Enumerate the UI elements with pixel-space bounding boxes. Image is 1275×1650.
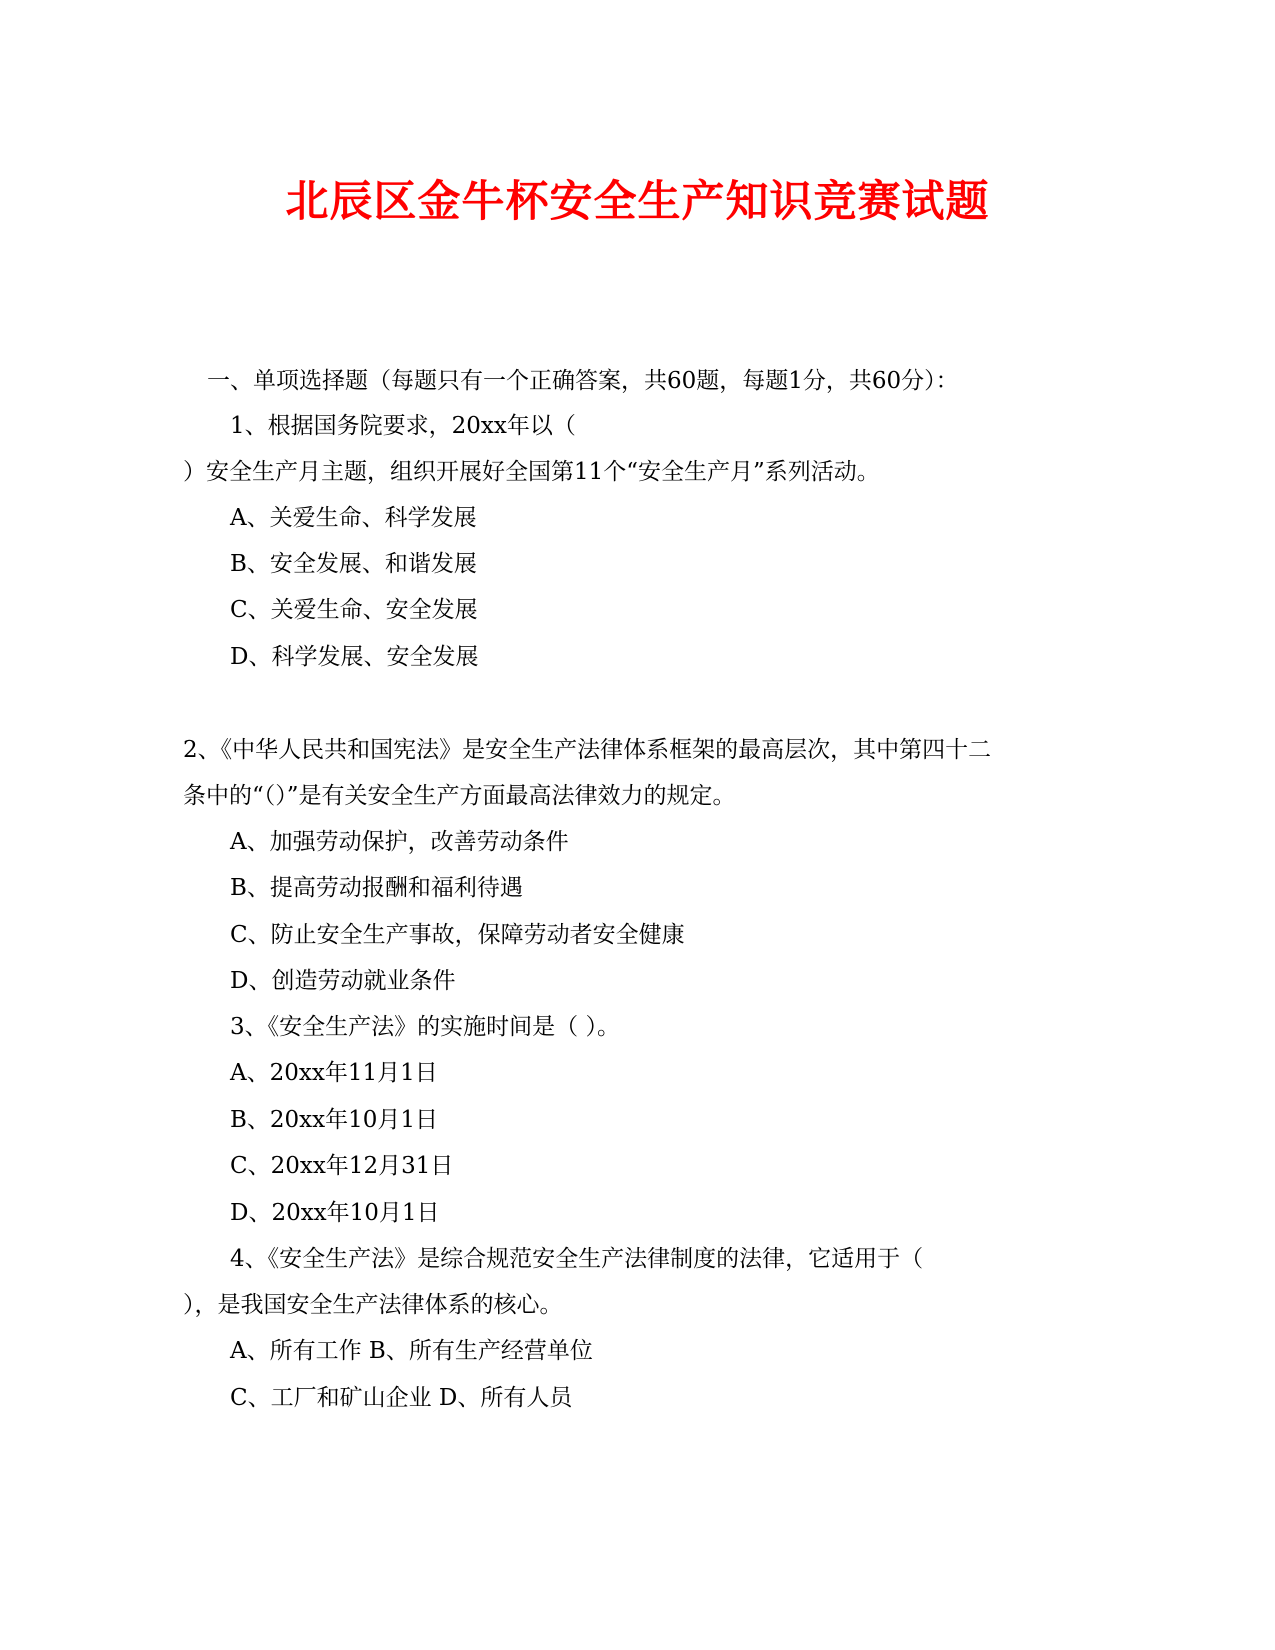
question-3-option-d: D、20xx年10月1日 bbox=[230, 1200, 440, 1226]
section-heading: 一、单项选择题（每题只有一个正确答案，共60题，每题1分，共60分）： bbox=[207, 368, 959, 394]
question-1-stem-line-1: 1、根据国务院要求，20xx年以（ bbox=[230, 413, 576, 439]
question-2-option-d: D、创造劳动就业条件 bbox=[230, 968, 456, 994]
question-4-stem-line-1: 4、《安全生产法》是综合规范安全生产法律制度的法律，它适用于（ bbox=[230, 1246, 924, 1272]
question-1-option-a: A、关爱生命、科学发展 bbox=[230, 505, 477, 531]
question-3-option-c: C、20xx年12月31日 bbox=[230, 1153, 454, 1179]
question-4-options-ab: A、所有工作 B、所有生产经营单位 bbox=[230, 1338, 593, 1364]
question-2-stem-line-1: 2、《中华人民共和国宪法》是安全生产法律体系框架的最高层次，其中第四十二 bbox=[183, 737, 992, 763]
question-1-option-d: D、科学发展、安全发展 bbox=[230, 644, 479, 670]
question-1-stem-line-2: ）安全生产月主题，组织开展好全国第11个“安全生产月”系列活动。 bbox=[183, 459, 880, 485]
question-1-option-b: B、安全发展、和谐发展 bbox=[230, 551, 477, 577]
question-3-option-b: B、20xx年10月1日 bbox=[230, 1107, 439, 1133]
question-2-option-c: C、防止安全生产事故，保障劳动者安全健康 bbox=[230, 922, 685, 948]
document-title: 北辰区金牛杯安全生产知识竞赛试题 bbox=[285, 177, 990, 227]
question-2-option-a: A、加强劳动保护，改善劳动条件 bbox=[230, 829, 569, 855]
question-2-stem-line-2: 条中的“（）”是有关安全生产方面最高法律效力的规定。 bbox=[183, 783, 736, 809]
question-4-stem-line-2: ），是我国安全生产法律体系的核心。 bbox=[183, 1292, 563, 1318]
question-3-stem: 3、《安全生产法》的实施时间是（ ）。 bbox=[230, 1014, 620, 1040]
question-3-option-a: A、20xx年11月1日 bbox=[230, 1060, 438, 1086]
question-1-option-c: C、关爱生命、安全发展 bbox=[230, 597, 478, 623]
question-4-options-cd: C、工厂和矿山企业 D、所有人员 bbox=[230, 1385, 573, 1411]
question-2-option-b: B、提高劳动报酬和福利待遇 bbox=[230, 875, 523, 901]
